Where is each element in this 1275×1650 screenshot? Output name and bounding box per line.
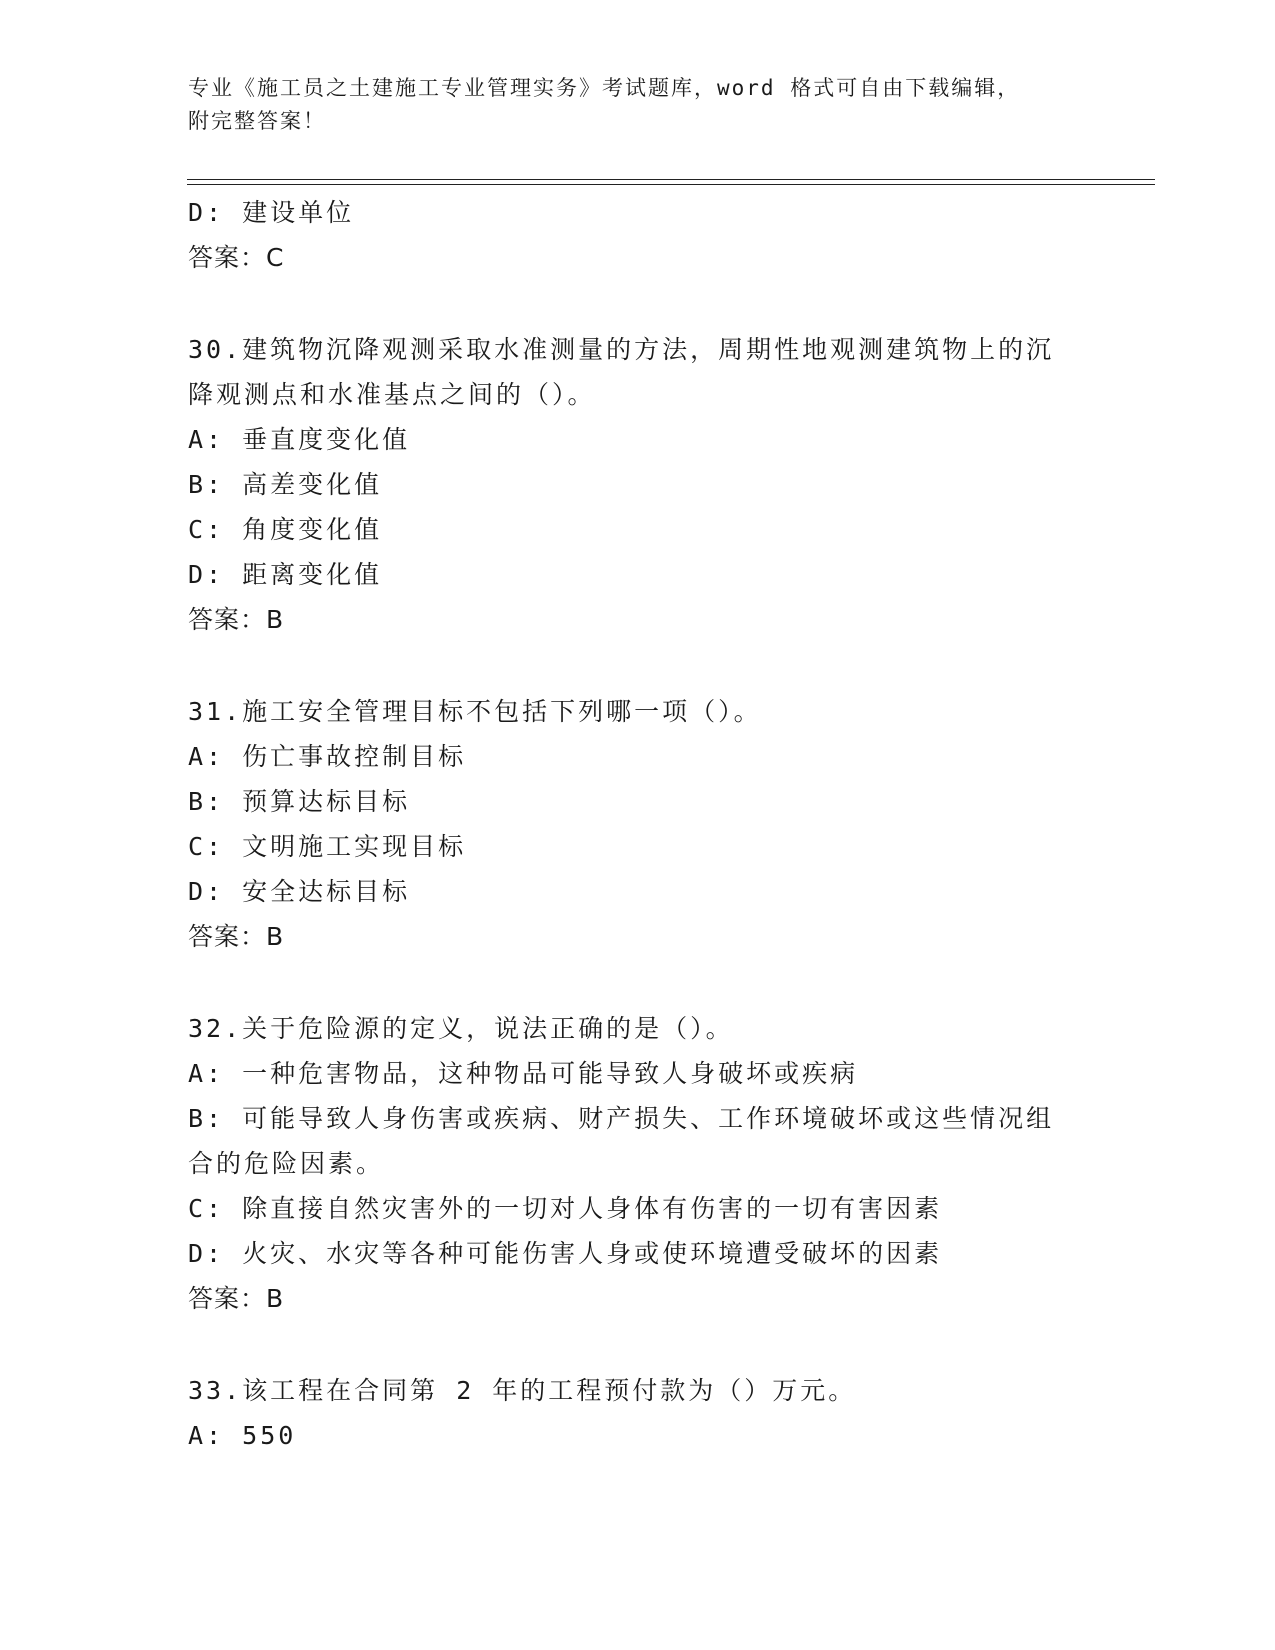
option-a: A: 550 — [188, 1421, 297, 1450]
question-stem: 30.建筑物沉降观测采取水准测量的方法，周期性地观测建筑物上的沉 — [188, 335, 1055, 364]
question-stem-continued: 降观测点和水准基点之间的（）。 — [188, 380, 596, 409]
option-a: A: 伤亡事故控制目标 — [188, 742, 467, 771]
option-b-continued: 合的危险因素。 — [188, 1149, 385, 1178]
question-29-tail — [188, 190, 1088, 280]
option-b: B: 可能导致人身伤害或疾病、财产损失、工作环境破坏或这些情况组 — [188, 1104, 1055, 1133]
header-line-1: 专业《施工员之土建施工专业管理实务》考试题库，word 格式可自由下载编辑， — [188, 76, 1021, 100]
spacer — [188, 642, 1088, 689]
header-divider-bottom — [187, 184, 1155, 185]
spacer — [188, 280, 1088, 327]
option-c: C: 文明施工实现目标 — [188, 832, 467, 861]
option-d: D: 距离变化值 — [188, 560, 383, 589]
question-stem: 33.该工程在合同第 2 年的工程预付款为（）万元。 — [188, 1376, 857, 1405]
option-a: A: 一种危害物品，这种物品可能导致人身破坏或疾病 — [188, 1059, 859, 1088]
answer-label: 答案：C — [188, 243, 285, 272]
question-content — [188, 190, 1088, 1458]
option-b: B: 高差变化值 — [188, 470, 383, 499]
spacer — [188, 1321, 1088, 1368]
answer-label: 答案：B — [188, 1284, 285, 1313]
answer-label: 答案：B — [188, 922, 285, 951]
option-d: D: 火灾、水灾等各种可能伤害人身或使环境遭受破坏的因素 — [188, 1239, 943, 1268]
question-32 — [188, 1006, 1088, 1321]
option-a: A: 垂直度变化值 — [188, 425, 411, 454]
option-c: C: 角度变化值 — [188, 515, 383, 544]
option-b: B: 预算达标目标 — [188, 787, 411, 816]
question-31 — [188, 689, 1088, 959]
question-30 — [188, 327, 1088, 642]
option-d: D: 安全达标目标 — [188, 877, 411, 906]
option-c: C: 除直接自然灾害外的一切对人身体有伤害的一切有害因素 — [188, 1194, 943, 1223]
answer-label: 答案：B — [188, 605, 285, 634]
spacer — [188, 959, 1088, 1006]
header-divider-top — [187, 179, 1155, 180]
option-d: D: 建设单位 — [188, 198, 355, 227]
question-stem: 32.关于危险源的定义，说法正确的是（）。 — [188, 1014, 734, 1043]
question-stem: 31.施工安全管理目标不包括下列哪一项（）。 — [188, 697, 762, 726]
document-header — [188, 72, 1088, 138]
header-line-2: 附完整答案！ — [188, 109, 326, 133]
question-33 — [188, 1368, 1088, 1458]
